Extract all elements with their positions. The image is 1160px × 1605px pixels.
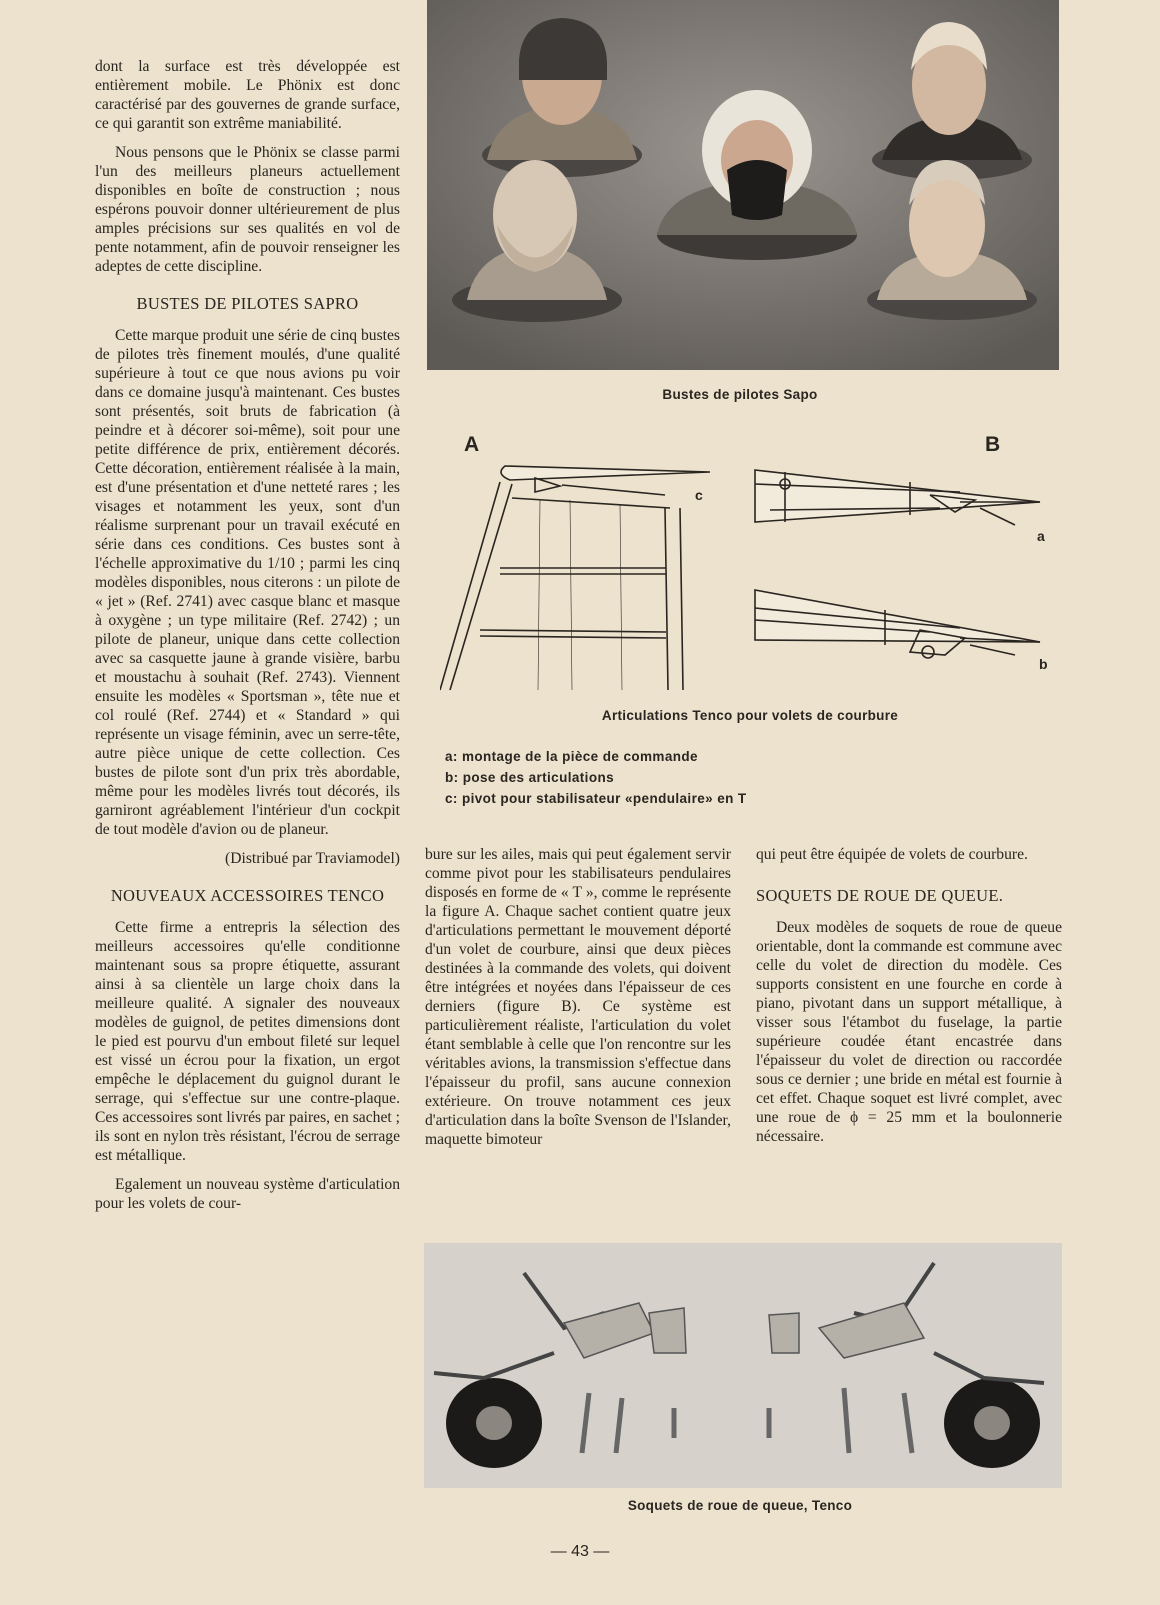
section-heading-bustes: BUSTES DE PILOTES SAPRO <box>136 294 359 313</box>
diagram-caption: Articulations Tenco pour volets de courbure <box>601 708 899 723</box>
paragraph: Egalement un nouveau système d'articulation pour les volets de cour- <box>95 1176 400 1212</box>
paragraph: Cette marque produit une série de cinq bustes de pilotes très finement moulés, d'une qualité supérieure à tout ce que nous avions pu voir dans ce domaine jusqu'à maintenant. Ces bustes sont présentés, soit bruts de fabrication (à peindre et à décorer soi-même), soit pour une petite différence de prix, entièrement décorés. Cette décoration, entièrement réalisée à la main, est d'une présentation et d'une netteté rares ; les visages et notamment les yeux, sont d'un réalisme surprenant pour un travail exécuté en série dans ces conditions. Ces bustes sont à l'échelle approximative du 1/10 ; parmi les cinq modèles disponibles, nous citerons : un pilote de « jet » (Ref. 2741) avec casque blanc et masque à oxygène ; un type militaire (Ref. 2742) ; un pilote de planeur, unique dans cette collection avec sa casquette jaune à grande visière, barbu et moustachu à souhait (Ref. 2743). Viennent ensuite les modèles « Sportsman », tête nue et col roulé (Ref. 2744) et « Standard » qui représente un visage féminin, avec un serre-tête, autre pièce unique de cette collection. Ces bustes de pilote sont d'un prix très abordable, même pour les modèles livrés tout décorés, ils garniront agréablement l'intérieur d'un cockpit de tout modèle d'avion ou de planeur. <box>95 327 400 838</box>
tailwheel-photo <box>424 1243 1062 1488</box>
tailwheel-illustration <box>424 1243 1062 1488</box>
text-column-2 <box>425 845 731 1159</box>
paragraph: bure sur les ailes, mais qui peut également servir comme pivot pour les stabilisateurs pendulaires disposés en forme de « T », comme le représente la figure A. Chaque sachet contient quatre jeux d'articulations permettant le mouvement déporté d'un volet de courbure, ainsi que deux pièces destinées à la commande des volets, qui doivent être intégrées et noyées dans l'épaisseur de ces derniers (figure B). Ce système est particulièrement réaliste, l'articulation du volet étant semblable à celle que l'on rencontre sur les véritables avions, la transmission s'effectue dans l'épaisseur du profil, sans aucune connexion extérieure. On trouve notamment ces jeux d'articulation dans la boîte Svenson de l'Islander, maquette bimoteur <box>425 846 731 1148</box>
section-heading-soquets: SOQUETS DE ROUE DE QUEUE. <box>756 886 1004 905</box>
paragraph: qui peut être équipée de volets de courbure. <box>756 846 1028 863</box>
hinge-diagram <box>440 460 1070 700</box>
legend-item-c: c: pivot pour stabilisateur «pendulaire» en T <box>445 791 747 806</box>
text-column-3 <box>756 845 1062 1156</box>
busts-caption: Bustes de pilotes Sapo <box>662 387 818 402</box>
distributor-note: (Distribué par Traviamodel) <box>225 850 400 867</box>
tailwheel-caption: Soquets de roue de queue, Tenco <box>627 1498 853 1513</box>
diagram-small-c: c <box>695 487 703 503</box>
page-number: — 43 — <box>550 1543 610 1560</box>
diagram-small-a: a <box>1037 528 1045 544</box>
diagram-label-a: A <box>464 433 480 456</box>
legend-item-a: a: montage de la pièce de commande <box>445 749 698 764</box>
diagram-legend <box>445 746 747 809</box>
paragraph: Cette firme a entrepris la sélection des meilleurs accessoires qu'elle conditionne maintenant sous sa propre étiquette, assurant ainsi à sa clientèle un large choix dans la meilleure qualité. A signaler des nouveaux modèles de guignol, de petites dimensions dont le pied est pourvu d'un embout fileté sur lequel est vissé un écrou pour la fixation, un ergot empêche le déplacement du guignol durant le serrage, qui s'effectue sur une contre-plaque. Ces accessoires sont livrés par paires, en sachet ; ils sont en nylon très résistant, l'écrou de serrage est métallique. <box>95 919 400 1164</box>
paragraph: Deux modèles de soquets de roue de queue orientable, dont la commande est commune avec celle du volet de direction du modèle. Ces supports consistent en une fourche en corde à piano, pivotant dans un support métallique, à visser sous l'étambot du fuselage, la partie supérieure coudée étant encastrée dans l'épaisseur du volet de direction ou raccordée sous ce dernier ; une bride en métal est fournie à cet effet. Chaque soquet est livré complet, avec une roue de ϕ = 25 mm et la boulonnerie nécessaire. <box>756 919 1062 1145</box>
diagram-label-b: B <box>985 433 1001 456</box>
paragraph: Nous pensons que le Phönix se classe parmi l'un des meilleurs planeurs actuellement disponibles en boîte de construction ; nous espérons pouvoir donner ultérieurement de plus amples précisions sur ses qualités en vol de pente notamment, afin de pouvoir renseigner les adeptes de cette discipline. <box>95 144 400 275</box>
diagram-small-b: b <box>1039 656 1048 672</box>
text-column-1 <box>95 57 400 1223</box>
pilot-busts-photo <box>427 0 1059 370</box>
legend-item-b: b: pose des articulations <box>445 770 615 785</box>
paragraph: dont la surface est très développée est entièrement mobile. Le Phönix est donc caractérisé par des gouvernes de grande surface, ce qui garantit son extrême maniabilité. <box>95 58 400 132</box>
pilot-busts-illustration <box>427 0 1059 370</box>
section-heading-tenco: NOUVEAUX ACCESSOIRES TENCO <box>110 886 385 905</box>
